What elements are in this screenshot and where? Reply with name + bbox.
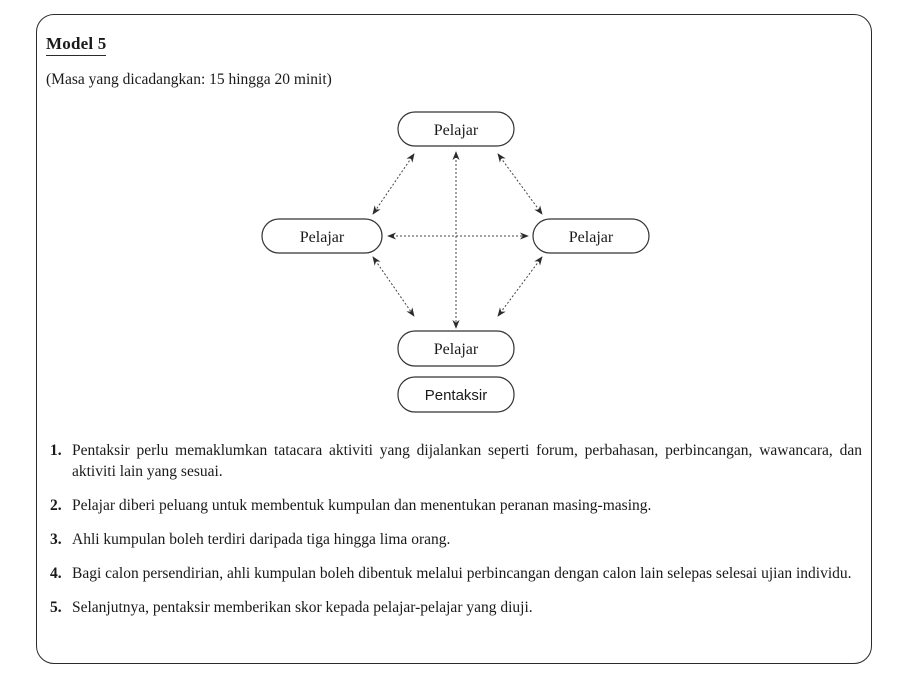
list-item-number: 3.	[50, 531, 62, 548]
list-item	[50, 440, 862, 482]
model-title: Model 5	[46, 34, 106, 56]
list-item-number: 1.	[50, 442, 62, 459]
list-item	[50, 529, 862, 550]
node-top-label: Pelajar	[433, 122, 479, 139]
list-item	[50, 597, 862, 618]
node-assessor	[398, 377, 514, 412]
list-item-number: 5.	[50, 599, 62, 616]
node-left-label: Pelajar	[299, 229, 345, 246]
list-item-number: 2.	[50, 497, 62, 514]
arrow-top-right	[498, 154, 542, 214]
node-assessor-label: Pentaksir	[424, 387, 488, 404]
node-right-label: Pelajar	[568, 229, 614, 246]
list-item	[50, 563, 862, 584]
arrow-left-bottom	[373, 257, 414, 316]
node-left-student	[262, 219, 382, 253]
arrow-right-bottom	[498, 257, 542, 316]
list-item-number: 4.	[50, 565, 62, 582]
list-item-text: Pelajar diberi peluang untuk membentuk kumpulan dan menentukan peranan masing-masing.	[72, 497, 652, 514]
model-duration: (Masa yang dicadangkan: 15 hingga 20 minit)	[46, 71, 332, 88]
node-bottom-student	[398, 331, 514, 366]
list-item	[50, 495, 862, 516]
list-item-text: Selanjutnya, pentaksir memberikan skor kepada pelajar-pelajar yang diuji.	[72, 599, 533, 616]
arrow-top-left	[373, 154, 414, 214]
node-top-student	[398, 112, 514, 146]
node-right-student	[533, 219, 649, 253]
list-item-text: Ahli kumpulan boleh terdiri daripada tiga hingga lima orang.	[72, 531, 451, 548]
instruction-list	[50, 440, 862, 631]
list-item-text: Bagi calon persendirian, ahli kumpulan boleh dibentuk melalui perbincangan dengan calon lain selepas selesai ujian individu.	[72, 565, 852, 582]
list-item-text: Pentaksir perlu memaklumkan tatacara aktiviti yang dijalankan seperti forum, perbahasan, perbincangan, wawancara, dan aktiviti lain yang sesuai.	[72, 442, 862, 480]
node-bottom-label: Pelajar	[433, 341, 479, 358]
